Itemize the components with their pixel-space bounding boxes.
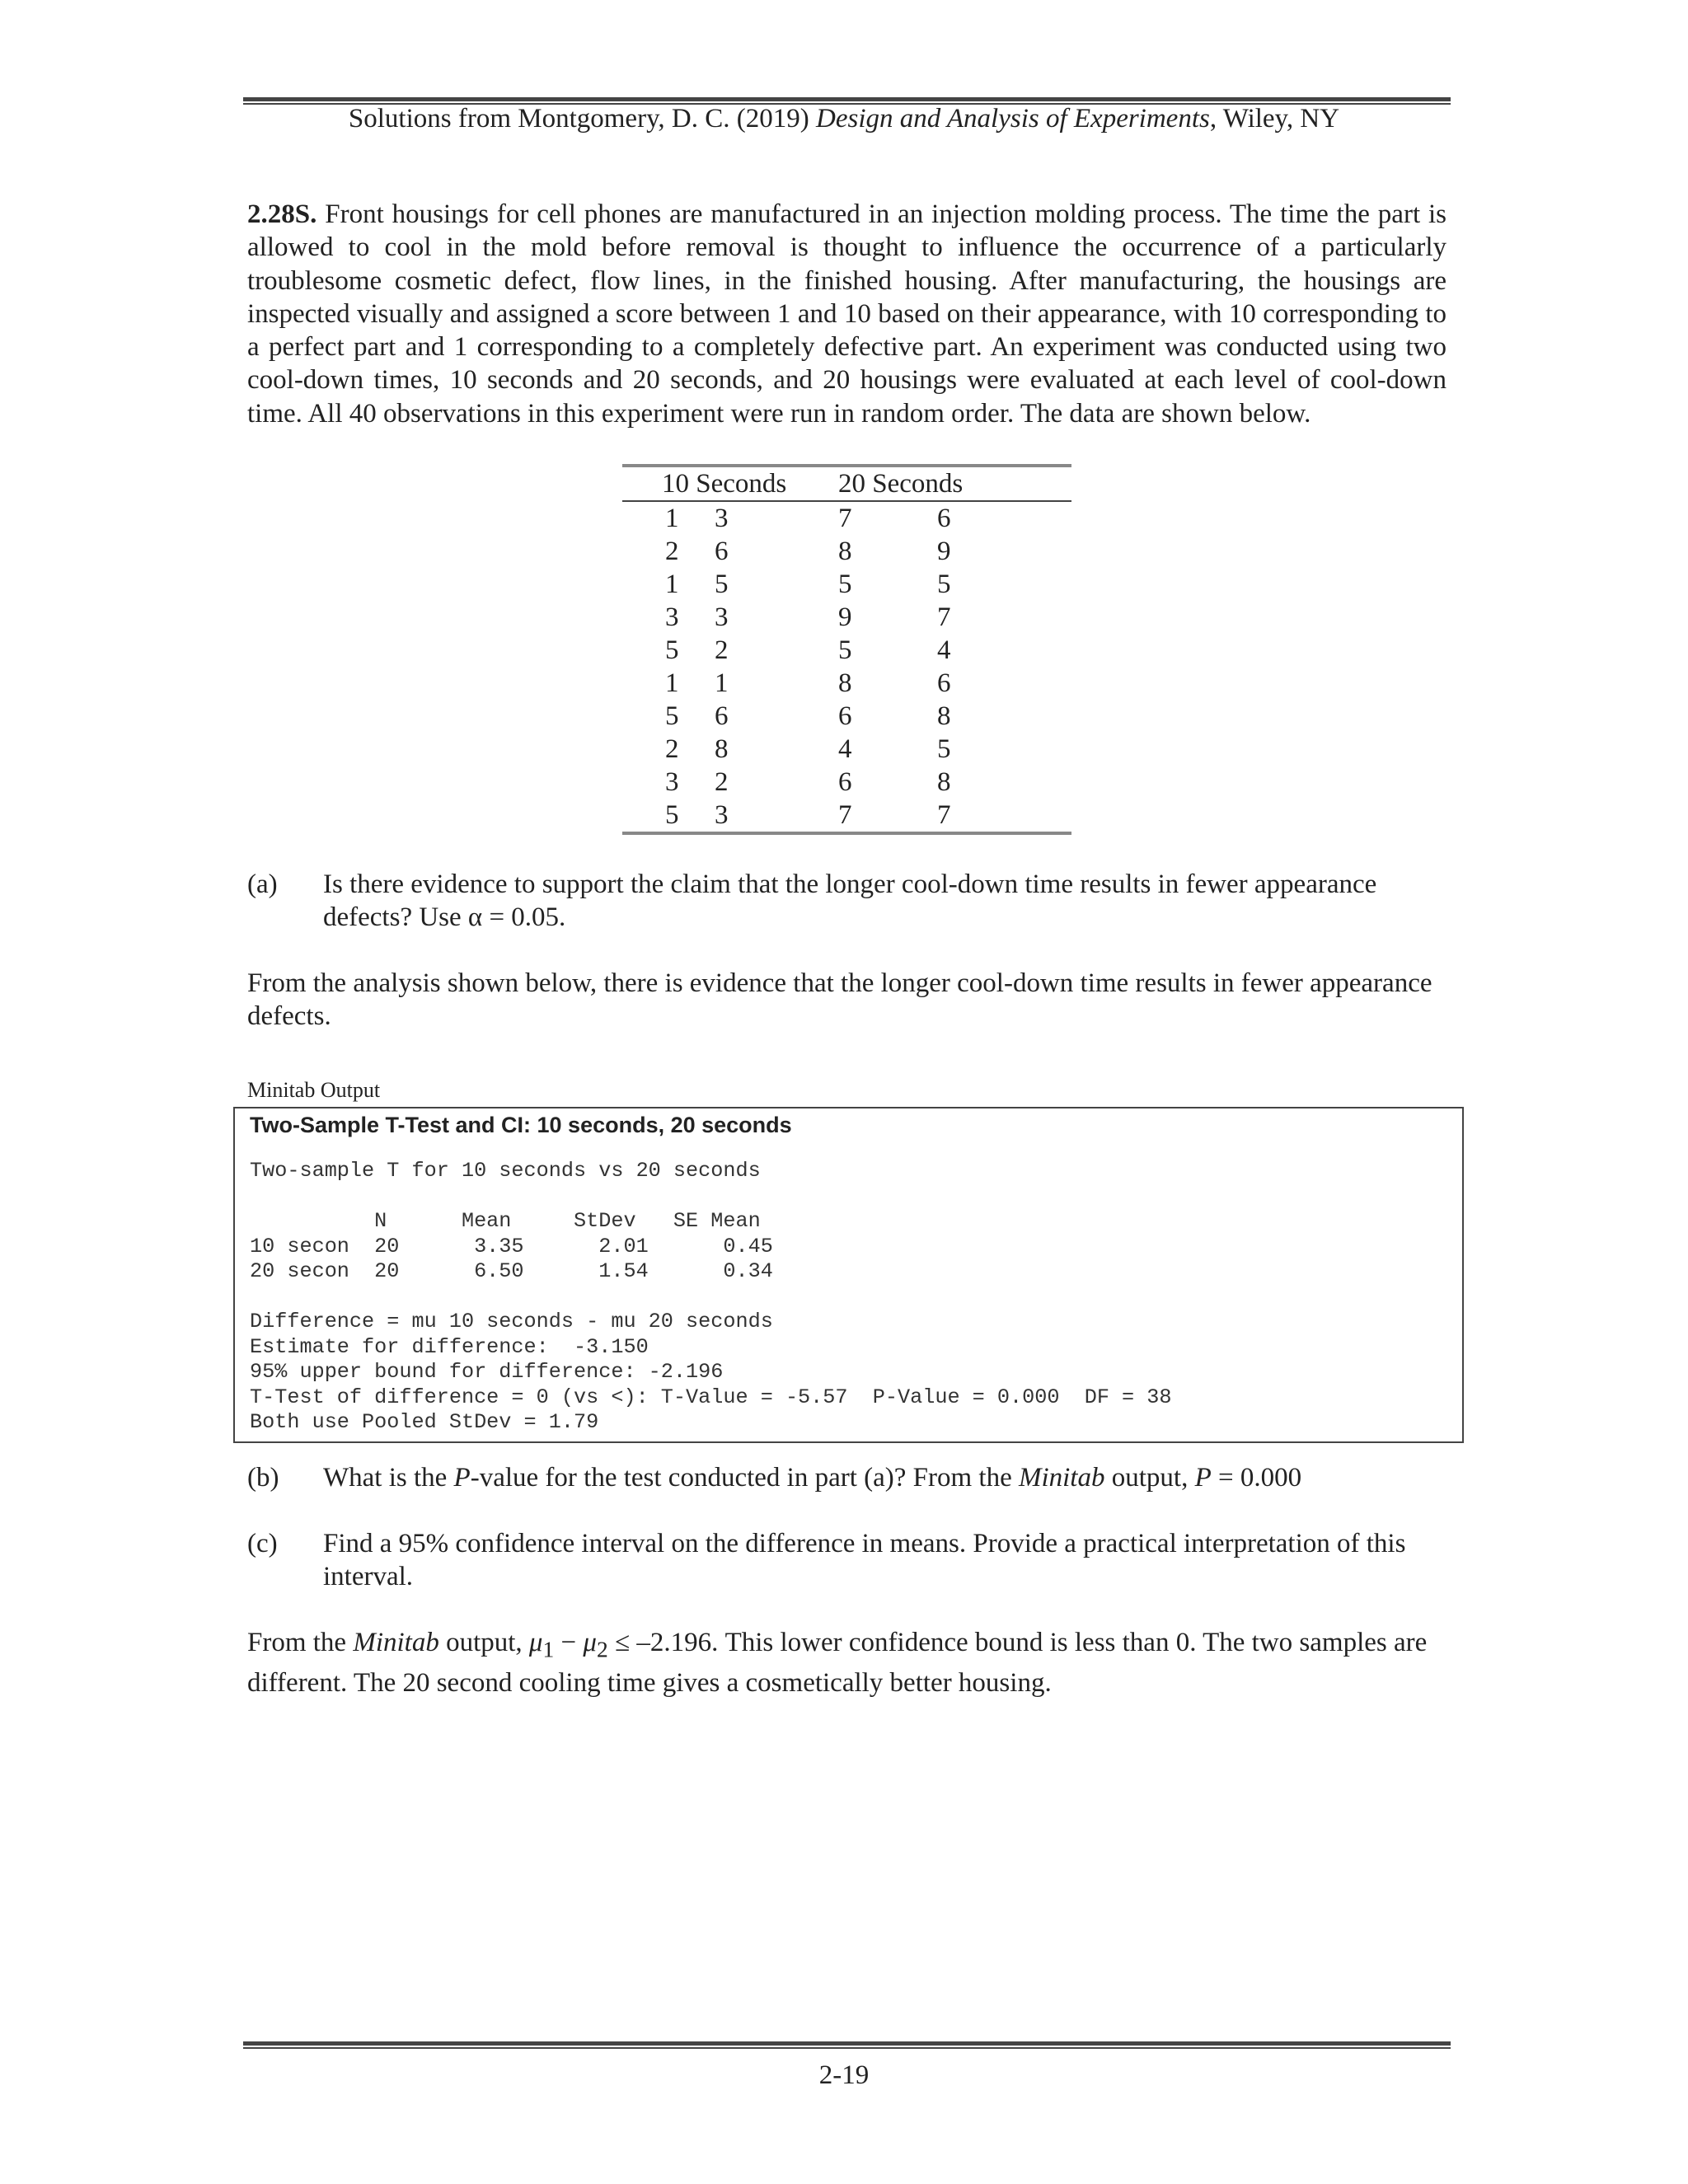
minitab-line [250, 1184, 1172, 1210]
table-cell: 7 [937, 800, 951, 830]
part-c-answer: From the Minitab output, $\mu_1 - \mu_2 \le -2.196$. This lower confidence bound is less than 0. The two samples are different. The 20 second cooling time gives a cosmetically better housing. [247, 1628, 1428, 1698]
table-row [622, 601, 1071, 634]
problem-text: Front housings for cell phones are manufactured in an injection molding process. The time the part is allowed to cool in the mold before removal is thought to influence the occurrence of a particularly troublesome cosmetic defect, flow lines, in the finished housing. After manufacturing, the housings are inspected visually and assigned a score between 1 and 10 based on their appearance, with 10 corresponding to a perfect part and 1 corresponding to a completely defective part. An experiment was conducted using two cool-down times, 10 seconds and 20 seconds, and 20 housings were evaluated at each level of cool-down time. All 40 observations in this experiment were run in random order. The data are shown below. [247, 199, 1447, 429]
problem-number: 2.28S. [247, 199, 317, 229]
table-row [622, 568, 1071, 601]
minitab-line: Two-sample T for 10 seconds vs 20 seconds [250, 1159, 761, 1183]
table-cell: 6 [838, 701, 852, 731]
table-cell: 2 [665, 734, 679, 764]
minitab-output-box [233, 1107, 1464, 1443]
table-row [622, 799, 1071, 833]
table-cell: 1 [715, 668, 729, 698]
header-10-seconds: 10 Seconds [622, 466, 838, 501]
minitab-line [250, 1285, 1172, 1310]
table-cell: 8 [838, 668, 852, 698]
minitab-line: N Mean StDev SE Mean [250, 1209, 761, 1233]
header-20-seconds: 20 Seconds [838, 466, 1071, 501]
table-cell: 3 [715, 504, 729, 533]
table-cell: 6 [937, 668, 951, 698]
minitab-line: 95% upper bound for difference: -2.196 [250, 1360, 724, 1384]
table-cell: 5 [937, 734, 951, 764]
table-cell: 2 [665, 537, 679, 566]
part-c-question: (c) Find a 95% confidence interval on the difference in means. Provide a practical interpretation of this interval. [247, 1529, 1406, 1591]
problem-statement [247, 198, 1447, 430]
minitab-line: Estimate for difference: -3.150 [250, 1334, 649, 1359]
minitab-line: Both use Pooled StDev = 1.79 [250, 1410, 599, 1434]
table-row [622, 766, 1071, 799]
part-a-answer: From the analysis shown below, there is evidence that the longer cool-down time results in fewer appearance defects. [247, 968, 1432, 1031]
table-cell: 5 [937, 569, 951, 599]
part-b: (b) What is the P-value for the test conducted in part (a)? From the Minitab output, P = 0.000 [247, 1463, 1302, 1493]
table-header-row [622, 466, 1071, 501]
table-cell: 1 [665, 569, 679, 599]
table-cell: 9 [937, 537, 951, 566]
page-header: Solutions from Montgomery, D. C. (2019) Design and Analysis of Experiments, Wiley, NY [348, 104, 1340, 134]
table-cell: 8 [937, 701, 951, 731]
minitab-line: Difference = mu 10 seconds - mu 20 seconds [250, 1310, 773, 1333]
part-a-label: (a) [247, 869, 278, 899]
table-cell: 6 [838, 767, 852, 797]
part-a-question: (a) Is there evidence to support the claim that the longer cool-down time results in fewer appearance defects? Use α = 0.05. [247, 869, 1377, 932]
minitab-output-text [250, 1159, 1172, 1436]
table-cell: 8 [937, 767, 951, 797]
data-table [622, 464, 1071, 835]
minitab-title: Two-Sample T-Test and CI: 10 seconds, 20 seconds [250, 1113, 792, 1137]
table-cell: 3 [715, 602, 729, 632]
table-row [622, 634, 1071, 667]
table-cell: 5 [665, 701, 679, 731]
table-cell: 4 [937, 635, 951, 665]
table-row [622, 535, 1071, 568]
minitab-line: 20 secon 20 6.50 1.54 0.34 [250, 1259, 773, 1283]
table-cell: 6 [937, 504, 951, 533]
table-cell: 7 [838, 504, 852, 533]
table-cell: 5 [715, 569, 729, 599]
page-number: 2-19 [818, 2060, 870, 2090]
table-cell: 8 [838, 537, 852, 566]
table-cell: 7 [937, 602, 951, 632]
minitab-line: 10 secon 20 3.35 2.01 0.45 [250, 1234, 773, 1258]
table-row [622, 733, 1071, 766]
minitab-caption: Minitab Output [247, 1078, 381, 1102]
mu-1-symbol: μ [528, 1628, 543, 1657]
part-b-label: (b) [247, 1463, 279, 1493]
footer-rule [243, 2041, 1451, 2049]
table-cell: 7 [838, 800, 852, 830]
table-row [622, 501, 1071, 535]
table-cell: 3 [665, 602, 679, 632]
mu-2-symbol: μ [583, 1628, 597, 1657]
table-cell: 9 [838, 602, 852, 632]
table-cell: 6 [715, 537, 729, 566]
book-title: Design and Analysis of Experiments [816, 104, 1210, 134]
table-cell: 6 [715, 701, 729, 731]
table-cell: 1 [665, 504, 679, 533]
table-cell: 8 [715, 734, 729, 764]
table-cell: 3 [715, 800, 729, 830]
table-row [622, 667, 1071, 700]
table-cell: 3 [665, 767, 679, 797]
table-cell: 5 [838, 569, 852, 599]
minitab-line: T-Test of difference = 0 (vs <): T-Value = -5.57 P-Value = 0.000 DF = 38 [250, 1385, 1172, 1409]
table-row [622, 700, 1071, 733]
table-cell: 4 [838, 734, 852, 764]
table-cell: 1 [665, 668, 679, 698]
table-cell: 2 [715, 767, 729, 797]
table-cell: 2 [715, 635, 729, 665]
table-cell: 5 [838, 635, 852, 665]
table-cell: 5 [665, 635, 679, 665]
table-cell: 5 [665, 800, 679, 830]
part-c-label: (c) [247, 1529, 278, 1558]
